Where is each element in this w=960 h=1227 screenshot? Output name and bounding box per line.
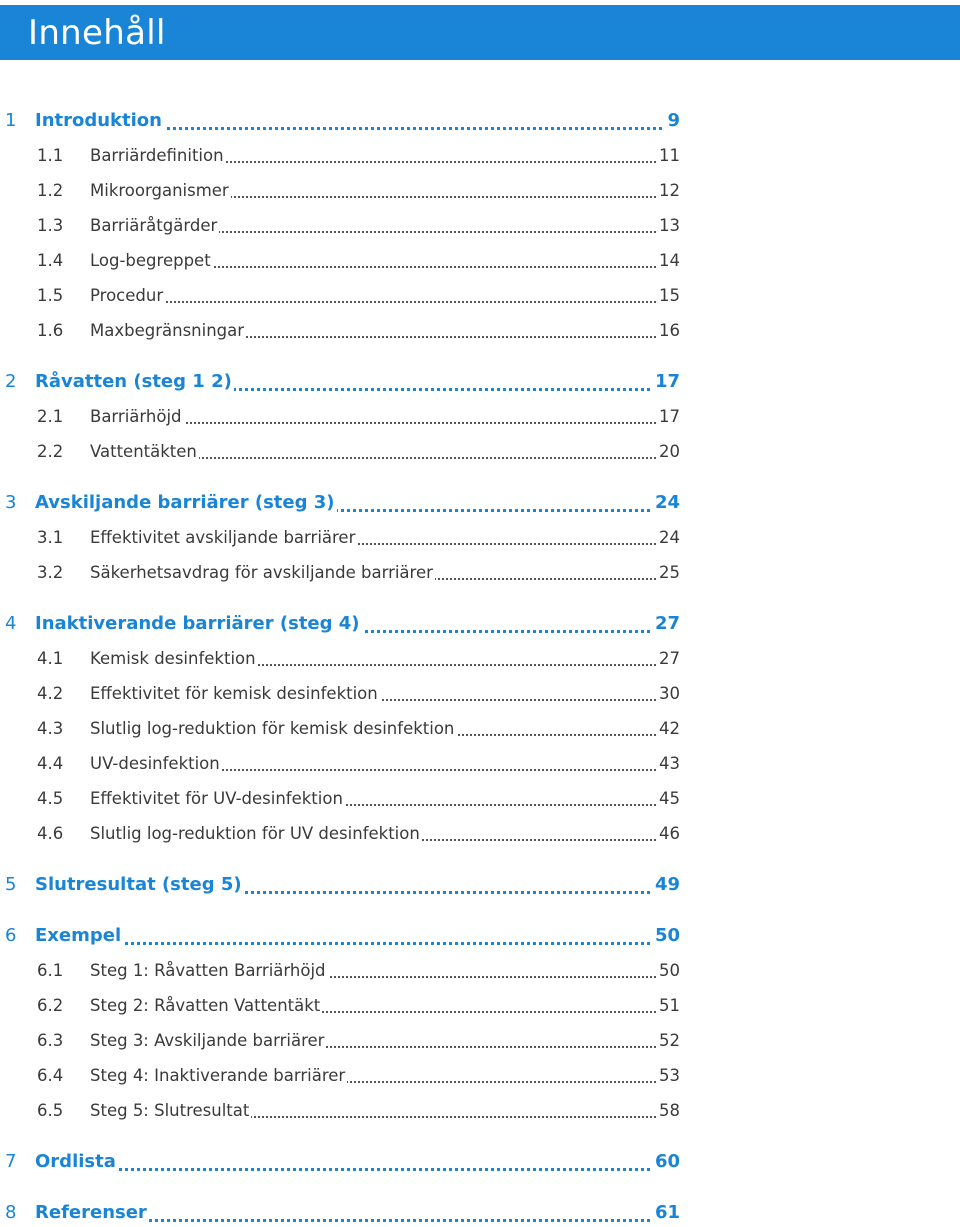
toc-label[interactable]: Avskiljande barriärer (steg 3) — [35, 489, 337, 517]
toc-label[interactable]: Ordlista — [35, 1148, 118, 1176]
toc-number: 4.2 — [37, 684, 64, 703]
toc-number: 3.2 — [37, 563, 64, 582]
toc-number: 3.1 — [37, 528, 64, 547]
toc-label[interactable]: Vattentäkten — [90, 438, 199, 466]
toc-section-row[interactable] — [0, 820, 960, 848]
toc-page-number: 20 — [656, 438, 680, 466]
toc-number: 6.5 — [37, 1101, 64, 1120]
toc-page-number: 14 — [656, 247, 680, 275]
toc-section-row[interactable] — [0, 992, 960, 1020]
toc-page-number: 30 — [656, 680, 680, 708]
toc-page-number: 17 — [656, 403, 680, 431]
toc-section-row[interactable] — [0, 142, 960, 170]
page-header — [0, 5, 960, 60]
toc-number: 2.2 — [37, 442, 64, 461]
toc-section-row[interactable] — [0, 750, 960, 778]
toc-page-number: 58 — [656, 1097, 680, 1125]
toc-chapter-row[interactable] — [0, 922, 960, 950]
toc-label[interactable]: Slutresultat (steg 5) — [35, 871, 244, 899]
toc-number: 6.2 — [37, 996, 64, 1015]
toc-number: 4.3 — [37, 719, 64, 738]
toc-label[interactable]: Effektivitet för UV-desinfektion — [90, 785, 345, 813]
toc-page-number: 43 — [656, 750, 680, 778]
toc-page-number: 25 — [656, 559, 680, 587]
toc-chapter-row[interactable] — [0, 610, 960, 638]
toc-label[interactable]: UV-desinfektion — [90, 750, 222, 778]
toc-number: 6 — [5, 925, 17, 946]
toc-page-number: 52 — [656, 1027, 680, 1055]
toc-section-row[interactable] — [0, 559, 960, 587]
toc-label[interactable]: Maxbegränsningar — [90, 317, 246, 345]
toc-page-number: 24 — [653, 489, 680, 517]
toc-label[interactable]: Steg 4: Inaktiverande barriärer — [90, 1062, 347, 1090]
toc-section-row[interactable] — [0, 1062, 960, 1090]
toc-label[interactable]: Effektivitet för kemisk desinfektion — [90, 680, 380, 708]
toc-section-row[interactable] — [0, 785, 960, 813]
toc-label[interactable]: Slutlig log-reduktion för kemisk desinfektion — [90, 715, 456, 743]
toc-number: 1 — [5, 110, 17, 131]
toc-page-number: 27 — [656, 645, 680, 673]
toc-number: 1.5 — [37, 286, 64, 305]
toc-number: 6.1 — [37, 961, 64, 980]
toc-label[interactable]: Referenser — [35, 1199, 149, 1227]
toc-number: 1.4 — [37, 251, 64, 270]
toc-number: 3 — [5, 492, 17, 513]
toc-section-row[interactable] — [0, 715, 960, 743]
dot-leader — [35, 1148, 680, 1171]
toc-number: 1.6 — [37, 321, 64, 340]
toc-label[interactable]: Procedur — [90, 282, 165, 310]
toc-page-number: 60 — [653, 1148, 680, 1176]
toc-label[interactable]: Steg 1: Råvatten Barriärhöjd — [90, 957, 328, 985]
toc-page-number: 16 — [656, 317, 680, 345]
toc-chapter-row[interactable] — [0, 107, 960, 135]
toc-section-row[interactable] — [0, 438, 960, 466]
toc-number: 4.1 — [37, 649, 64, 668]
toc-page-number: 61 — [653, 1199, 680, 1227]
toc-number: 6.3 — [37, 1031, 64, 1050]
toc-label[interactable]: Steg 3: Avskiljande barriärer — [90, 1027, 326, 1055]
toc-label[interactable]: Säkerhetsavdrag för avskiljande barriärer — [90, 559, 435, 587]
toc-label[interactable]: Barriärdefinition — [90, 142, 226, 170]
toc-label[interactable]: Råvatten (steg 1 2) — [35, 368, 234, 396]
dot-leader — [35, 922, 680, 945]
toc-section-row[interactable] — [0, 645, 960, 673]
toc-section-row[interactable] — [0, 317, 960, 345]
toc-section-row[interactable] — [0, 524, 960, 552]
toc-section-row[interactable] — [0, 247, 960, 275]
toc-number: 1.3 — [37, 216, 64, 235]
toc-label[interactable]: Inaktiverande barriärer (steg 4) — [35, 610, 362, 638]
toc-label[interactable]: Steg 5: Slutresultat — [90, 1097, 251, 1125]
toc-chapter-row[interactable] — [0, 1148, 960, 1176]
toc-page-number: 9 — [665, 107, 680, 135]
toc-label[interactable]: Barriärhöjd — [90, 403, 184, 431]
toc-number: 4.5 — [37, 789, 64, 808]
toc-chapter-row[interactable] — [0, 368, 960, 396]
dot-leader — [90, 282, 680, 303]
toc-page-number: 17 — [653, 368, 680, 396]
toc-section-row[interactable] — [0, 212, 960, 240]
toc-number: 2 — [5, 371, 17, 392]
toc-section-row[interactable] — [0, 1097, 960, 1125]
toc-label[interactable]: Mikroorganismer — [90, 177, 231, 205]
toc-number: 1.1 — [37, 146, 64, 165]
toc-number: 4.4 — [37, 754, 64, 773]
toc-section-row[interactable] — [0, 403, 960, 431]
toc-section-row[interactable] — [0, 1027, 960, 1055]
toc-page-number: 53 — [656, 1062, 680, 1090]
toc-page-number: 49 — [653, 871, 680, 899]
toc-page-number: 51 — [656, 992, 680, 1020]
toc-page-number: 24 — [656, 524, 680, 552]
toc-number: 2.1 — [37, 407, 64, 426]
toc-label[interactable]: Kemisk desinfektion — [90, 645, 258, 673]
toc-section-row[interactable] — [0, 177, 960, 205]
toc-number: 8 — [5, 1202, 17, 1223]
toc-number: 4 — [5, 613, 17, 634]
toc-label[interactable]: Steg 2: Råvatten Vattentäkt — [90, 992, 322, 1020]
toc-number: 4.6 — [37, 824, 64, 843]
toc-label[interactable]: Slutlig log-reduktion för UV desinfektion — [90, 820, 422, 848]
toc-page-number: 45 — [656, 785, 680, 813]
toc-page-number: 13 — [656, 212, 680, 240]
toc-number: 5 — [5, 874, 17, 895]
toc-number: 1.2 — [37, 181, 64, 200]
toc-label[interactable]: Barriäråtgärder — [90, 212, 219, 240]
toc-page-number: 12 — [656, 177, 680, 205]
toc-chapter-row[interactable] — [0, 1199, 960, 1227]
toc-number: 7 — [5, 1151, 17, 1172]
toc-chapter-row[interactable] — [0, 489, 960, 517]
toc-page-number: 46 — [656, 820, 680, 848]
page-title: Innehåll — [28, 13, 166, 53]
toc-label[interactable]: Exempel — [35, 922, 123, 950]
toc-page-number: 27 — [653, 610, 680, 638]
toc-number: 6.4 — [37, 1066, 64, 1085]
toc-page-number: 42 — [656, 715, 680, 743]
toc-chapter-row[interactable] — [0, 871, 960, 899]
toc-page-number: 11 — [656, 142, 680, 170]
toc-section-row[interactable] — [0, 282, 960, 310]
toc-label[interactable]: Introduktion — [35, 107, 164, 135]
toc-label[interactable]: Effektivitet avskiljande barriärer — [90, 524, 357, 552]
toc-page-number: 50 — [656, 957, 680, 985]
toc-page-number: 15 — [656, 282, 680, 310]
toc-section-row[interactable] — [0, 680, 960, 708]
toc-label[interactable]: Log-begreppet — [90, 247, 213, 275]
toc-section-row[interactable] — [0, 957, 960, 985]
toc-page-number: 50 — [653, 922, 680, 950]
